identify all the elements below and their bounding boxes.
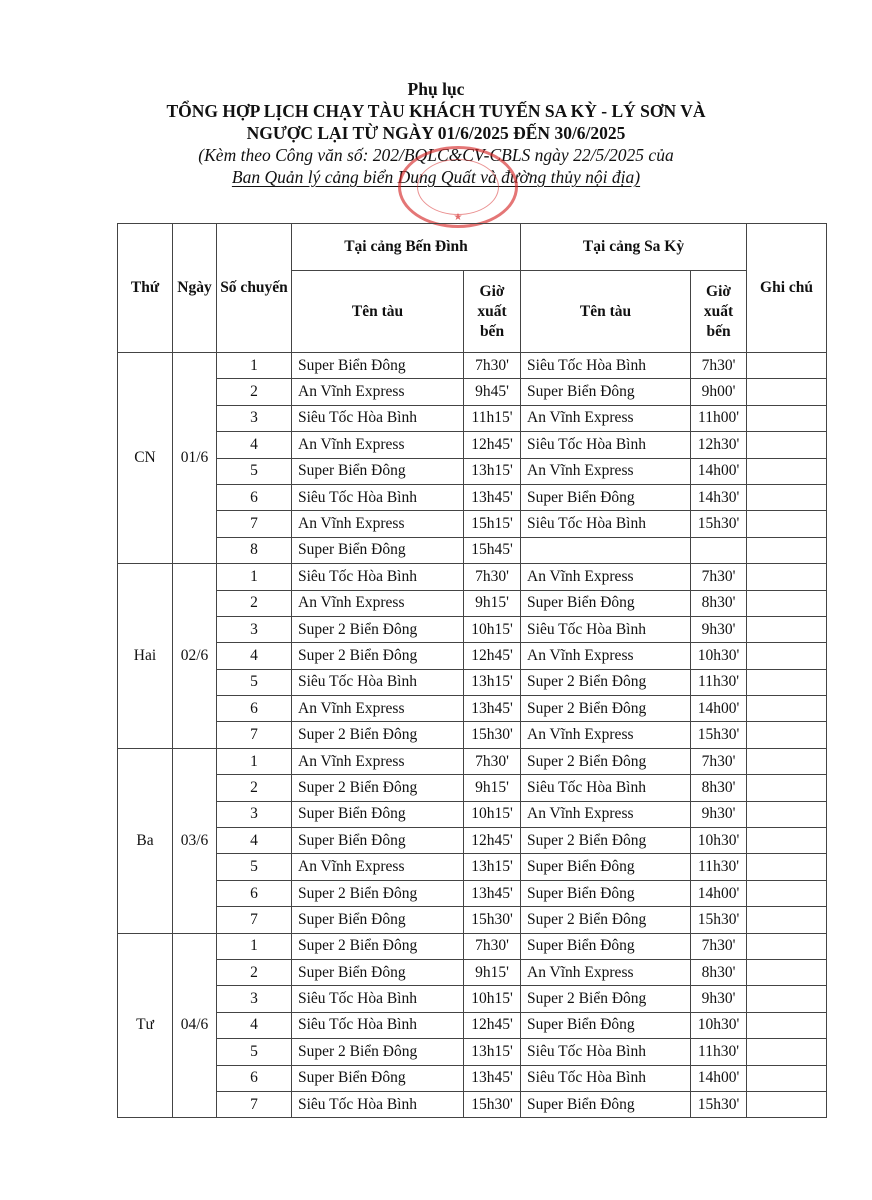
ben-dinh-vessel-cell: Super 2 Biển Đông — [292, 643, 464, 669]
note-cell — [747, 1012, 827, 1038]
document-header — [0, 78, 872, 188]
ben-dinh-time-cell: 13h15' — [464, 854, 521, 880]
sa-ky-vessel-cell — [521, 537, 691, 563]
header-so-chuyen: Số chuyến — [217, 224, 292, 353]
note-cell — [747, 643, 827, 669]
ben-dinh-vessel-cell: Super Biển Đông — [292, 458, 464, 484]
ben-dinh-time-cell: 12h45' — [464, 432, 521, 458]
ben-dinh-time-cell: 13h15' — [464, 669, 521, 695]
trip-number-cell: 7 — [217, 511, 292, 537]
table-row — [118, 880, 827, 906]
schedule-table — [117, 223, 827, 1118]
sa-ky-time-cell: 8h30' — [691, 775, 747, 801]
day-of-week-cell: Hai — [118, 564, 173, 749]
table-row — [118, 353, 827, 379]
ben-dinh-time-cell: 10h15' — [464, 616, 521, 642]
ben-dinh-time-cell: 7h30' — [464, 564, 521, 590]
ben-dinh-time-cell: 7h30' — [464, 353, 521, 379]
sa-ky-vessel-cell: An Vĩnh Express — [521, 405, 691, 431]
note-cell — [747, 880, 827, 906]
ben-dinh-time-cell: 11h15' — [464, 405, 521, 431]
ben-dinh-vessel-cell: Super Biển Đông — [292, 537, 464, 563]
sa-ky-vessel-cell: Super Biển Đông — [521, 1091, 691, 1117]
ben-dinh-vessel-cell: Super Biển Đông — [292, 959, 464, 985]
ben-dinh-vessel-cell: Super 2 Biển Đông — [292, 616, 464, 642]
table-row — [118, 748, 827, 774]
sa-ky-vessel-cell: Super Biển Đông — [521, 484, 691, 510]
ben-dinh-vessel-cell: Super Biển Đông — [292, 828, 464, 854]
header-ten-tau-ben-dinh: Tên tàu — [292, 271, 464, 353]
note-cell — [747, 828, 827, 854]
trip-number-cell: 7 — [217, 1091, 292, 1117]
sa-ky-vessel-cell: An Vĩnh Express — [521, 564, 691, 590]
trip-number-cell: 7 — [217, 722, 292, 748]
date-cell: 02/6 — [173, 564, 217, 749]
sa-ky-time-cell: 8h30' — [691, 590, 747, 616]
table-row — [118, 432, 827, 458]
ben-dinh-vessel-cell: Super Biển Đông — [292, 907, 464, 933]
trip-number-cell: 5 — [217, 458, 292, 484]
sa-ky-vessel-cell: Super 2 Biển Đông — [521, 669, 691, 695]
ben-dinh-time-cell: 15h30' — [464, 1091, 521, 1117]
table-row — [118, 379, 827, 405]
sa-ky-time-cell: 7h30' — [691, 564, 747, 590]
trip-number-cell: 6 — [217, 1065, 292, 1091]
note-cell — [747, 986, 827, 1012]
trip-number-cell: 2 — [217, 590, 292, 616]
sa-ky-time-cell: 9h30' — [691, 986, 747, 1012]
trip-number-cell: 3 — [217, 405, 292, 431]
note-cell — [747, 353, 827, 379]
ben-dinh-time-cell: 10h15' — [464, 801, 521, 827]
trip-number-cell: 6 — [217, 880, 292, 906]
sa-ky-vessel-cell: An Vĩnh Express — [521, 801, 691, 827]
trip-number-cell: 4 — [217, 828, 292, 854]
table-row — [118, 1039, 827, 1065]
table-row — [118, 511, 827, 537]
sa-ky-vessel-cell: Super Biển Đông — [521, 880, 691, 906]
note-cell — [747, 748, 827, 774]
sa-ky-time-cell: 14h00' — [691, 458, 747, 484]
sa-ky-time-cell: 14h00' — [691, 1065, 747, 1091]
note-cell — [747, 907, 827, 933]
table-row — [118, 907, 827, 933]
sa-ky-vessel-cell: Super Biển Đông — [521, 1012, 691, 1038]
header-thu: Thứ — [118, 224, 173, 353]
sa-ky-vessel-cell: Super 2 Biển Đông — [521, 986, 691, 1012]
trip-number-cell: 7 — [217, 907, 292, 933]
schedule-title: TỔNG HỢP LỊCH CHẠY TÀU KHÁCH TUYẾN SA KỲ - LÝ SƠN VÀ — [166, 101, 706, 121]
header-ten-tau-sa-ky: Tên tàu — [521, 271, 691, 353]
table-row — [118, 537, 827, 563]
ben-dinh-vessel-cell: An Vĩnh Express — [292, 379, 464, 405]
header-gio-sa-ky: Giờ xuất bến — [691, 271, 747, 353]
ben-dinh-time-cell: 7h30' — [464, 748, 521, 774]
note-cell — [747, 564, 827, 590]
ben-dinh-vessel-cell: Siêu Tốc Hòa Bình — [292, 484, 464, 510]
table-row — [118, 1091, 827, 1117]
note-cell — [747, 775, 827, 801]
date-cell: 03/6 — [173, 748, 217, 933]
table-row — [118, 643, 827, 669]
note-cell — [747, 669, 827, 695]
sa-ky-vessel-cell: Siêu Tốc Hòa Bình — [521, 432, 691, 458]
trip-number-cell: 6 — [217, 484, 292, 510]
sa-ky-time-cell: 7h30' — [691, 933, 747, 959]
trip-number-cell: 2 — [217, 959, 292, 985]
ben-dinh-time-cell: 9h45' — [464, 379, 521, 405]
note-cell — [747, 1039, 827, 1065]
sa-ky-vessel-cell: Super Biển Đông — [521, 590, 691, 616]
sa-ky-vessel-cell: Super Biển Đông — [521, 379, 691, 405]
ben-dinh-vessel-cell: Super Biển Đông — [292, 801, 464, 827]
reference-note: (Kèm theo Công văn số: 202/BQLC&CV-CBLS ngày 22/5/2025 của — [198, 145, 674, 165]
sa-ky-vessel-cell: Siêu Tốc Hòa Bình — [521, 511, 691, 537]
note-cell — [747, 511, 827, 537]
trip-number-cell: 1 — [217, 564, 292, 590]
appendix-title: Phụ lục — [407, 79, 465, 99]
sa-ky-time-cell: 9h30' — [691, 801, 747, 827]
trip-number-cell: 1 — [217, 353, 292, 379]
sa-ky-vessel-cell: Siêu Tốc Hòa Bình — [521, 353, 691, 379]
header-ghi-chu: Ghi chú — [747, 224, 827, 353]
schedule-date-range: NGƯỢC LẠI TỪ NGÀY 01/6/2025 ĐẾN 30/6/2025 — [246, 123, 626, 143]
table-row — [118, 986, 827, 1012]
day-of-week-cell: Ba — [118, 748, 173, 933]
table-row — [118, 696, 827, 722]
ben-dinh-time-cell: 12h45' — [464, 1012, 521, 1038]
trip-number-cell: 1 — [217, 933, 292, 959]
trip-number-cell: 6 — [217, 696, 292, 722]
ben-dinh-vessel-cell: Super Biển Đông — [292, 353, 464, 379]
sa-ky-vessel-cell: Super 2 Biển Đông — [521, 907, 691, 933]
table-row — [118, 959, 827, 985]
ben-dinh-time-cell: 13h45' — [464, 880, 521, 906]
note-cell — [747, 405, 827, 431]
sa-ky-time-cell: 9h00' — [691, 379, 747, 405]
sa-ky-vessel-cell: Super Biển Đông — [521, 933, 691, 959]
note-cell — [747, 379, 827, 405]
sa-ky-vessel-cell: Siêu Tốc Hòa Bình — [521, 616, 691, 642]
sa-ky-time-cell: 10h30' — [691, 828, 747, 854]
ben-dinh-time-cell: 13h45' — [464, 1065, 521, 1091]
ben-dinh-vessel-cell: Siêu Tốc Hòa Bình — [292, 1012, 464, 1038]
table-row — [118, 405, 827, 431]
note-cell — [747, 696, 827, 722]
trip-number-cell: 4 — [217, 1012, 292, 1038]
sa-ky-vessel-cell: Super 2 Biển Đông — [521, 696, 691, 722]
table-row — [118, 775, 827, 801]
date-cell: 04/6 — [173, 933, 217, 1118]
schedule-body — [118, 353, 827, 1118]
sa-ky-time-cell: 8h30' — [691, 959, 747, 985]
sa-ky-time-cell: 15h30' — [691, 722, 747, 748]
note-cell — [747, 801, 827, 827]
trip-number-cell: 3 — [217, 616, 292, 642]
ben-dinh-vessel-cell: Siêu Tốc Hòa Bình — [292, 986, 464, 1012]
sa-ky-vessel-cell: Super 2 Biển Đông — [521, 748, 691, 774]
sa-ky-time-cell: 7h30' — [691, 353, 747, 379]
ben-dinh-time-cell: 7h30' — [464, 933, 521, 959]
ben-dinh-time-cell: 10h15' — [464, 986, 521, 1012]
note-cell — [747, 432, 827, 458]
table-row — [118, 828, 827, 854]
ben-dinh-vessel-cell: Siêu Tốc Hòa Bình — [292, 669, 464, 695]
note-cell — [747, 722, 827, 748]
day-of-week-cell: Tư — [118, 933, 173, 1118]
sa-ky-time-cell: 14h00' — [691, 880, 747, 906]
header-ben-dinh: Tại cảng Bến Đình — [292, 224, 521, 271]
sa-ky-time-cell: 11h30' — [691, 854, 747, 880]
ben-dinh-vessel-cell: Super 2 Biển Đông — [292, 933, 464, 959]
sa-ky-time-cell — [691, 537, 747, 563]
sa-ky-time-cell: 7h30' — [691, 748, 747, 774]
ben-dinh-vessel-cell: An Vĩnh Express — [292, 511, 464, 537]
header-ngay: Ngày — [173, 224, 217, 353]
sa-ky-time-cell: 14h00' — [691, 696, 747, 722]
note-cell — [747, 933, 827, 959]
sa-ky-time-cell: 12h30' — [691, 432, 747, 458]
sa-ky-vessel-cell: An Vĩnh Express — [521, 722, 691, 748]
note-cell — [747, 590, 827, 616]
table-row — [118, 933, 827, 959]
ben-dinh-vessel-cell: An Vĩnh Express — [292, 432, 464, 458]
table-row — [118, 854, 827, 880]
ben-dinh-time-cell: 15h30' — [464, 722, 521, 748]
table-row — [118, 458, 827, 484]
sa-ky-vessel-cell: Siêu Tốc Hòa Bình — [521, 1039, 691, 1065]
ben-dinh-time-cell: 9h15' — [464, 775, 521, 801]
table-row — [118, 801, 827, 827]
table-row — [118, 1065, 827, 1091]
ben-dinh-time-cell: 12h45' — [464, 643, 521, 669]
table-row — [118, 590, 827, 616]
ben-dinh-vessel-cell: Siêu Tốc Hòa Bình — [292, 564, 464, 590]
ben-dinh-vessel-cell: Siêu Tốc Hòa Bình — [292, 405, 464, 431]
trip-number-cell: 5 — [217, 669, 292, 695]
ben-dinh-vessel-cell: An Vĩnh Express — [292, 748, 464, 774]
ben-dinh-time-cell: 15h45' — [464, 537, 521, 563]
sa-ky-time-cell: 11h30' — [691, 669, 747, 695]
ben-dinh-time-cell: 13h15' — [464, 458, 521, 484]
ben-dinh-vessel-cell: Super 2 Biển Đông — [292, 722, 464, 748]
sa-ky-time-cell: 11h30' — [691, 1039, 747, 1065]
sa-ky-vessel-cell: Super 2 Biển Đông — [521, 828, 691, 854]
trip-number-cell: 3 — [217, 801, 292, 827]
sa-ky-time-cell: 10h30' — [691, 643, 747, 669]
trip-number-cell: 4 — [217, 643, 292, 669]
table-row — [118, 616, 827, 642]
trip-number-cell: 5 — [217, 854, 292, 880]
note-cell — [747, 616, 827, 642]
trip-number-cell: 4 — [217, 432, 292, 458]
note-cell — [747, 537, 827, 563]
note-cell — [747, 484, 827, 510]
ben-dinh-time-cell: 9h15' — [464, 959, 521, 985]
ben-dinh-vessel-cell: Super 2 Biển Đông — [292, 1039, 464, 1065]
ben-dinh-vessel-cell: An Vĩnh Express — [292, 590, 464, 616]
ben-dinh-time-cell: 13h15' — [464, 1039, 521, 1065]
sa-ky-time-cell: 15h30' — [691, 511, 747, 537]
table-row — [118, 669, 827, 695]
day-of-week-cell: CN — [118, 353, 173, 564]
ben-dinh-time-cell: 12h45' — [464, 828, 521, 854]
ben-dinh-time-cell: 13h45' — [464, 696, 521, 722]
sa-ky-vessel-cell: An Vĩnh Express — [521, 458, 691, 484]
note-cell — [747, 1065, 827, 1091]
table-row — [118, 564, 827, 590]
note-cell — [747, 959, 827, 985]
ben-dinh-vessel-cell: Super 2 Biển Đông — [292, 775, 464, 801]
sa-ky-time-cell: 10h30' — [691, 1012, 747, 1038]
ben-dinh-vessel-cell: Super 2 Biển Đông — [292, 880, 464, 906]
trip-number-cell: 3 — [217, 986, 292, 1012]
sa-ky-time-cell: 9h30' — [691, 616, 747, 642]
ben-dinh-time-cell: 15h30' — [464, 907, 521, 933]
sa-ky-vessel-cell: Siêu Tốc Hòa Bình — [521, 1065, 691, 1091]
date-cell: 01/6 — [173, 353, 217, 564]
sa-ky-vessel-cell: Siêu Tốc Hòa Bình — [521, 775, 691, 801]
trip-number-cell: 8 — [217, 537, 292, 563]
note-cell — [747, 458, 827, 484]
header-gio-ben-dinh: Giờ xuất bến — [464, 271, 521, 353]
sa-ky-vessel-cell: An Vĩnh Express — [521, 959, 691, 985]
sa-ky-vessel-cell: An Vĩnh Express — [521, 643, 691, 669]
red-seal-icon: ★ — [398, 146, 518, 228]
trip-number-cell: 2 — [217, 775, 292, 801]
ben-dinh-vessel-cell: An Vĩnh Express — [292, 854, 464, 880]
ben-dinh-vessel-cell: Siêu Tốc Hòa Bình — [292, 1091, 464, 1117]
table-row — [118, 722, 827, 748]
sa-ky-time-cell: 11h00' — [691, 405, 747, 431]
table-row — [118, 484, 827, 510]
ben-dinh-time-cell: 9h15' — [464, 590, 521, 616]
ben-dinh-time-cell: 13h45' — [464, 484, 521, 510]
sa-ky-time-cell: 15h30' — [691, 907, 747, 933]
issuer-note: Ban Quản lý cảng biển Dung Quất và đường thủy nội địa) — [231, 167, 641, 187]
trip-number-cell: 1 — [217, 748, 292, 774]
table-row — [118, 1012, 827, 1038]
sa-ky-time-cell: 15h30' — [691, 1091, 747, 1117]
note-cell — [747, 854, 827, 880]
note-cell — [747, 1091, 827, 1117]
sa-ky-vessel-cell: Super Biển Đông — [521, 854, 691, 880]
header-sa-ky: Tại cảng Sa Kỳ — [521, 224, 747, 271]
sa-ky-time-cell: 14h30' — [691, 484, 747, 510]
ben-dinh-vessel-cell: Super Biển Đông — [292, 1065, 464, 1091]
trip-number-cell: 2 — [217, 379, 292, 405]
ben-dinh-vessel-cell: An Vĩnh Express — [292, 696, 464, 722]
trip-number-cell: 5 — [217, 1039, 292, 1065]
ben-dinh-time-cell: 15h15' — [464, 511, 521, 537]
